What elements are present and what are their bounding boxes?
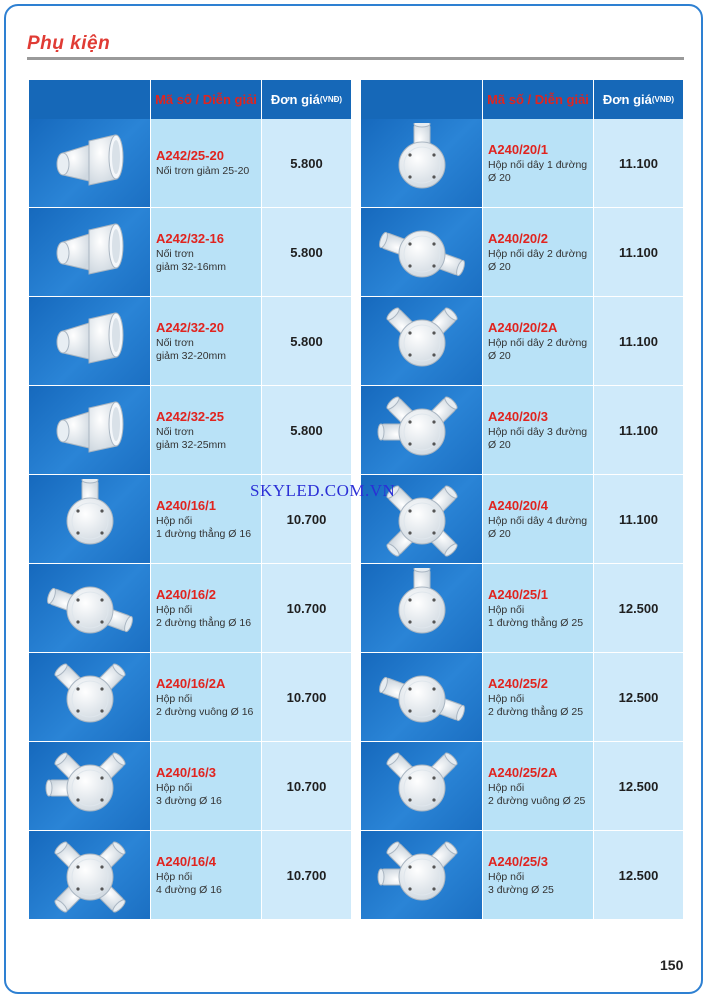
product-description: Hộp nối — [156, 603, 193, 616]
product-image-cell — [29, 297, 150, 385]
product-code-cell — [151, 742, 261, 830]
product-description: giảm 32-25mm — [156, 438, 227, 451]
product-image-cell — [361, 831, 482, 919]
product-description: giảm 32-20mm — [156, 349, 227, 362]
product-description: 1 đường thẳng Ø 16 — [156, 527, 252, 540]
table-row — [29, 742, 351, 831]
product-description: Hộp nối dây 1 đường — [488, 158, 588, 171]
product-code-cell — [483, 831, 593, 919]
product-code: A240/16/4 — [156, 853, 216, 869]
product-description: Nối trơn giảm 25-20 — [156, 165, 250, 177]
reducer-coupling-icon — [45, 123, 135, 203]
product-code: A240/25/2 — [488, 675, 548, 691]
product-image-cell — [361, 297, 482, 385]
junction-box-1-way-icon — [45, 479, 135, 559]
header-image-cell — [29, 80, 150, 119]
table-row — [361, 475, 683, 564]
product-description: Hộp nối — [156, 692, 193, 705]
price-table-right — [361, 80, 683, 922]
product-price: 10.700 — [262, 475, 351, 563]
product-code-cell — [483, 564, 593, 652]
page-number: 150 — [660, 957, 684, 973]
product-image-cell — [29, 119, 150, 207]
product-image-cell — [361, 564, 482, 652]
product-code-cell — [483, 208, 593, 296]
table-row — [361, 742, 683, 831]
product-code-cell — [151, 475, 261, 563]
product-code: A240/16/2 — [156, 586, 216, 602]
product-description: Hộp nối dây 2 đường — [488, 247, 588, 260]
product-image-cell — [361, 119, 482, 207]
table-row — [29, 386, 351, 475]
junction-box-4-way-icon — [45, 835, 135, 915]
product-price: 11.100 — [594, 297, 683, 385]
product-image-cell — [29, 831, 150, 919]
product-price: 10.700 — [262, 564, 351, 652]
product-price: 5.800 — [262, 297, 351, 385]
product-description: Ø 20 — [488, 527, 511, 540]
product-description: Hộp nối dây 3 đường — [488, 425, 588, 438]
product-code-cell — [151, 208, 261, 296]
product-code-cell — [483, 475, 593, 563]
product-description: giảm 32-16mm — [156, 260, 227, 273]
product-description: Ø 20 — [488, 260, 511, 273]
junction-box-1-way-icon — [377, 123, 467, 203]
product-price: 10.700 — [262, 653, 351, 741]
table-row — [361, 564, 683, 653]
product-code-cell — [151, 119, 261, 207]
product-image-cell — [29, 386, 150, 474]
product-description: 3 đường Ø 25 — [488, 883, 554, 896]
product-code-cell — [483, 119, 593, 207]
product-code: A240/25/3 — [488, 853, 548, 869]
product-price: 11.100 — [594, 119, 683, 207]
product-price: 12.500 — [594, 564, 683, 652]
junction-box-1-way-icon — [377, 568, 467, 648]
product-code: A240/20/4 — [488, 497, 548, 513]
product-image-cell — [29, 564, 150, 652]
product-description: Hộp nối — [488, 781, 525, 794]
product-description: Ø 20 — [488, 438, 511, 451]
reducer-coupling-icon — [45, 212, 135, 292]
product-code: A240/16/1 — [156, 497, 216, 513]
table-row — [361, 386, 683, 475]
table-row — [29, 119, 351, 208]
product-description: Hộp nối — [156, 514, 193, 527]
product-price: 11.100 — [594, 475, 683, 563]
product-description: Hộp nối — [156, 870, 193, 883]
junction-box-2-way-straight-icon — [45, 568, 135, 648]
product-image-cell — [29, 475, 150, 563]
header-code-desc: Mã số / Diễn giải — [151, 80, 261, 119]
junction-box-2-way-angle-icon — [377, 746, 467, 826]
product-price: 10.700 — [262, 742, 351, 830]
product-code: A240/20/1 — [488, 141, 548, 157]
reducer-coupling-icon — [45, 301, 135, 381]
product-description: Hộp nối — [156, 781, 193, 794]
product-image-cell — [29, 653, 150, 741]
header-code-desc: Mã số / Diễn giải — [483, 80, 593, 119]
product-code: A242/32-25 — [156, 408, 224, 424]
product-price: 5.800 — [262, 119, 351, 207]
table-row — [29, 653, 351, 742]
product-code-cell — [151, 653, 261, 741]
product-description: Hộp nối — [488, 603, 525, 616]
junction-box-3-way-icon — [377, 835, 467, 915]
product-code: A240/20/3 — [488, 408, 548, 424]
product-image-cell — [361, 386, 482, 474]
product-code-cell — [151, 386, 261, 474]
junction-box-3-way-icon — [377, 390, 467, 470]
product-description: 2 đường vuông Ø 25 — [488, 794, 586, 807]
product-price: 5.800 — [262, 386, 351, 474]
product-description: Hộp nối dây 4 đường — [488, 514, 588, 527]
product-image-cell — [361, 742, 482, 830]
product-image-cell — [361, 653, 482, 741]
table-row — [29, 831, 351, 920]
product-code-cell — [483, 386, 593, 474]
price-table-left — [29, 80, 351, 922]
product-description: 3 đường Ø 16 — [156, 794, 222, 807]
product-price: 5.800 — [262, 208, 351, 296]
product-code: A242/32-16 — [156, 230, 224, 246]
junction-box-2-way-straight-icon — [377, 657, 467, 737]
product-description: Hộp nối — [488, 692, 525, 705]
product-description: 2 đường vuông Ø 16 — [156, 705, 254, 718]
junction-box-3-way-icon — [45, 746, 135, 826]
product-description: Nối trơn — [156, 336, 194, 349]
junction-box-2-way-angle-icon — [45, 657, 135, 737]
product-description: Ø 20 — [488, 349, 511, 362]
table-row — [361, 831, 683, 920]
product-price: 12.500 — [594, 653, 683, 741]
product-price: 11.100 — [594, 386, 683, 474]
product-price: 10.700 — [262, 831, 351, 919]
header-price: Đơn giá (VNĐ) — [594, 80, 683, 119]
product-description: 1 đường thẳng Ø 25 — [488, 616, 584, 629]
product-code-cell — [483, 653, 593, 741]
table-row — [361, 208, 683, 297]
product-code: A240/20/2 — [488, 230, 548, 246]
watermark: SKYLED.COM.VN — [250, 481, 396, 500]
product-code: A240/16/2A — [156, 675, 226, 691]
product-code: A240/25/2A — [488, 764, 558, 780]
table-row — [29, 297, 351, 386]
page-title: Phụ kiện — [27, 33, 111, 54]
reducer-coupling-icon — [45, 390, 135, 470]
title-divider — [27, 57, 684, 60]
product-description: Hộp nối dây 2 đường — [488, 336, 588, 349]
table-row — [29, 564, 351, 653]
header-price: Đơn giá (VNĐ) — [262, 80, 351, 119]
table-row — [361, 297, 683, 386]
product-image-cell — [29, 208, 150, 296]
header-image-cell — [361, 80, 482, 119]
table-row — [29, 208, 351, 297]
product-code: A240/16/3 — [156, 764, 216, 780]
product-code-cell — [151, 297, 261, 385]
product-code-cell — [151, 831, 261, 919]
product-image-cell — [361, 208, 482, 296]
product-code-cell — [483, 742, 593, 830]
table-row — [361, 653, 683, 742]
product-code-cell — [151, 564, 261, 652]
product-price: 11.100 — [594, 208, 683, 296]
product-price: 12.500 — [594, 831, 683, 919]
product-description: Ø 20 — [488, 171, 511, 184]
product-price: 12.500 — [594, 742, 683, 830]
product-description: Nối trơn — [156, 425, 194, 438]
product-description: 2 đường thẳng Ø 16 — [156, 616, 252, 629]
product-code-cell — [483, 297, 593, 385]
product-code: A242/25-20 — [156, 148, 224, 163]
product-description: 4 đường Ø 16 — [156, 883, 222, 896]
table-row — [361, 119, 683, 208]
product-description: Nối trơn — [156, 247, 194, 260]
product-code: A240/20/2A — [488, 319, 558, 335]
product-description: Hộp nối — [488, 870, 525, 883]
product-image-cell — [29, 742, 150, 830]
product-code: A240/25/1 — [488, 586, 548, 602]
junction-box-2-way-straight-icon — [377, 212, 467, 292]
product-description: 2 đường thẳng Ø 25 — [488, 705, 584, 718]
product-code: A242/32-20 — [156, 319, 224, 335]
junction-box-2-way-angle-icon — [377, 301, 467, 381]
